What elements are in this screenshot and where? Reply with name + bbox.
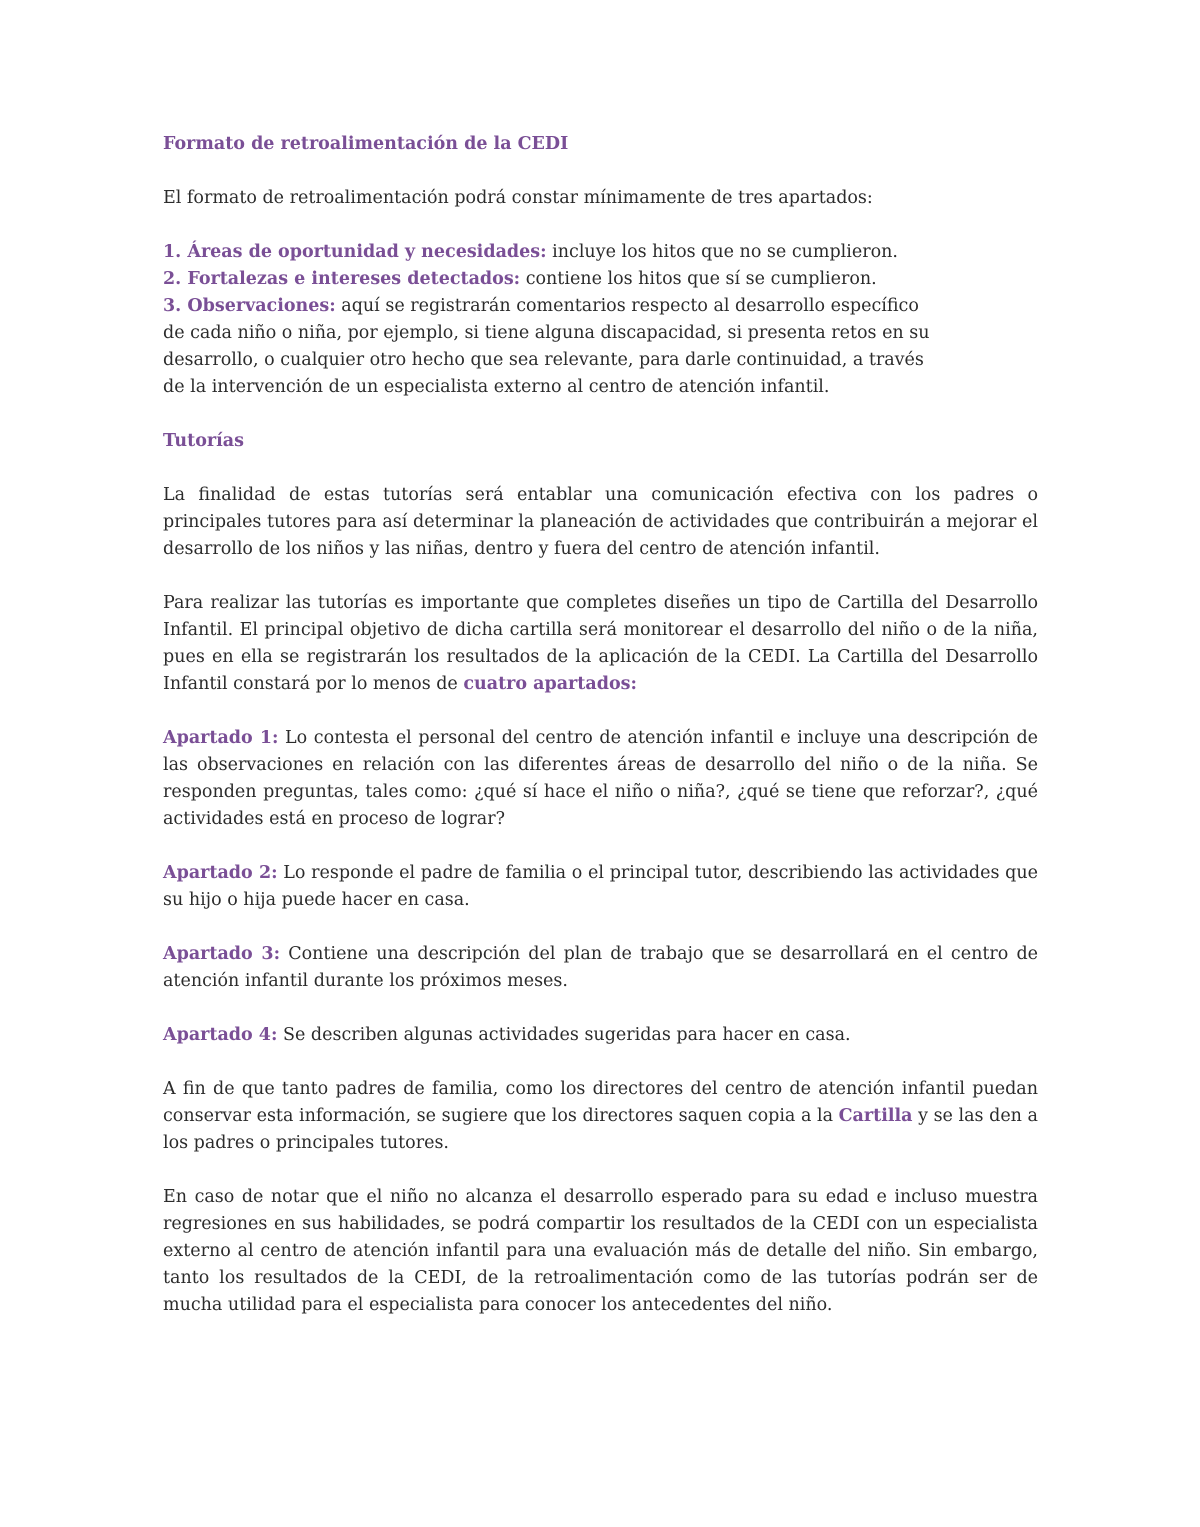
paragraph-text: Para realizar las tutorías es importante que completes diseñes un tipo de Cartilla del Desarrollo Infantil. El principal objetivo de dicha cartilla será monitorear el desarrollo del niño o de la niña, pues en ella se registrarán los resultados de la aplicación de la <box>163 593 1038 667</box>
apartado-paragraph <box>163 860 1038 914</box>
tutorias-paragraph: La finalidad de estas tutorías será entablar una comunicación efectiva con los padres o principales tutores para así determinar la planeación de actividades que contribuirán a mejorar el desarrollo de los niños y las niñas, dentro y fuera del centro de atención infantil. <box>163 485 1038 559</box>
list-item-text: incluye los hitos que no se cumplieron. <box>546 242 898 262</box>
apartado-text: Lo contesta el personal del centro de atención infantil e incluye una descripción de las observaciones en relación con las diferentes áreas de desarrollo del niño o de la niña. Se responden preguntas, tales como: ¿qué sí hace el niño o niña?, ¿qué se tiene que reforzar?, ¿qué actividades está en proceso de lograr? <box>163 728 1039 829</box>
paragraph-text: En caso de notar que el niño no alcanza el desarrollo esperado para su edad e incluso muestra regresiones en sus habilidades, se podrá compartir los resultados de la <box>163 1187 1038 1234</box>
apartado-text: Se describen algunas actividades sugeridas para hacer en casa. <box>277 1025 851 1045</box>
list-item <box>163 266 943 293</box>
paragraph-text: con un especialista externo al centro de atención infantil para una evaluación más de detalle del niño. Sin embargo, tanto los resultados de la <box>163 1214 1038 1288</box>
specialist-paragraph <box>163 1184 1038 1319</box>
paragraph-text: A fin de que tanto padres de familia, como los directores del centro de atención infantil puedan conservar esta información, se sugiere que los directores saquen copia a la <box>163 1079 1038 1126</box>
list-item-label: 3. Observaciones: <box>163 296 336 316</box>
cartilla-paragraph <box>163 590 1038 698</box>
acronym: CEDI <box>414 1268 462 1288</box>
paragraph-text: , de la retroalimentación como de las tutorías podrán ser de mucha utilidad para el especialista para conocer los antecedentes del niño. <box>163 1268 1039 1315</box>
list-item-text: contiene los hitos que sí se cumplieron. <box>520 269 877 289</box>
document-page <box>163 131 1038 1319</box>
title-acronym: CEDI <box>517 134 569 154</box>
paragraph-text: . La Cartilla del Desarrollo Infantil constará por lo menos de <box>163 647 1038 694</box>
title-text: Formato de retroalimentación de la <box>163 134 518 154</box>
apartado-paragraph <box>163 1022 1038 1049</box>
intro-paragraph: El formato de retroalimentación podrá constar mínimamente de tres apartados: <box>163 188 873 208</box>
apartado-label: Apartado 2: <box>163 863 278 883</box>
paragraph-text: y se las den a los padres o principales tutores. <box>163 1106 1038 1153</box>
list-item-label: 1. Áreas de oportunidad y necesidades: <box>163 242 547 262</box>
section-title-retroalimentacion <box>163 131 1038 158</box>
apartado-label: Apartado 4: <box>163 1025 278 1045</box>
apartado-paragraph <box>163 725 1038 833</box>
acronym: CEDI <box>748 647 796 667</box>
copy-paragraph <box>163 1076 1038 1157</box>
feedback-list <box>163 239 943 401</box>
list-item-label: 2. Fortalezas e intereses detectados: <box>163 269 521 289</box>
apartado-text: Lo responde el padre de familia o el principal tutor, describiendo las actividades que su hijo o hija puede hacer en casa. <box>163 863 1039 910</box>
acronym: CEDI <box>812 1214 860 1234</box>
list-item-text: aquí se registrarán comentarios respecto al desarrollo específico de cada niño o niña, por ejemplo, si tiene alguna discapacidad, si presenta retos en su desarrollo, o cualquier otro hecho que sea relevante, para darle continuidad, a través de la intervención de un especialista externo al centro de atención infantil. <box>163 296 930 397</box>
list-item <box>163 239 943 266</box>
accent-text: Cartilla <box>838 1106 913 1126</box>
apartado-text: Contiene una descripción del plan de trabajo que se desarrollará en el centro de atención infantil durante los próximos meses. <box>163 944 1039 991</box>
apartado-paragraph <box>163 941 1038 995</box>
apartado-label: Apartado 3: <box>163 944 281 964</box>
section-title-tutorias: Tutorías <box>163 431 244 451</box>
apartado-label: Apartado 1: <box>163 728 279 748</box>
list-item <box>163 293 943 401</box>
accent-text: cuatro apartados: <box>463 674 637 694</box>
